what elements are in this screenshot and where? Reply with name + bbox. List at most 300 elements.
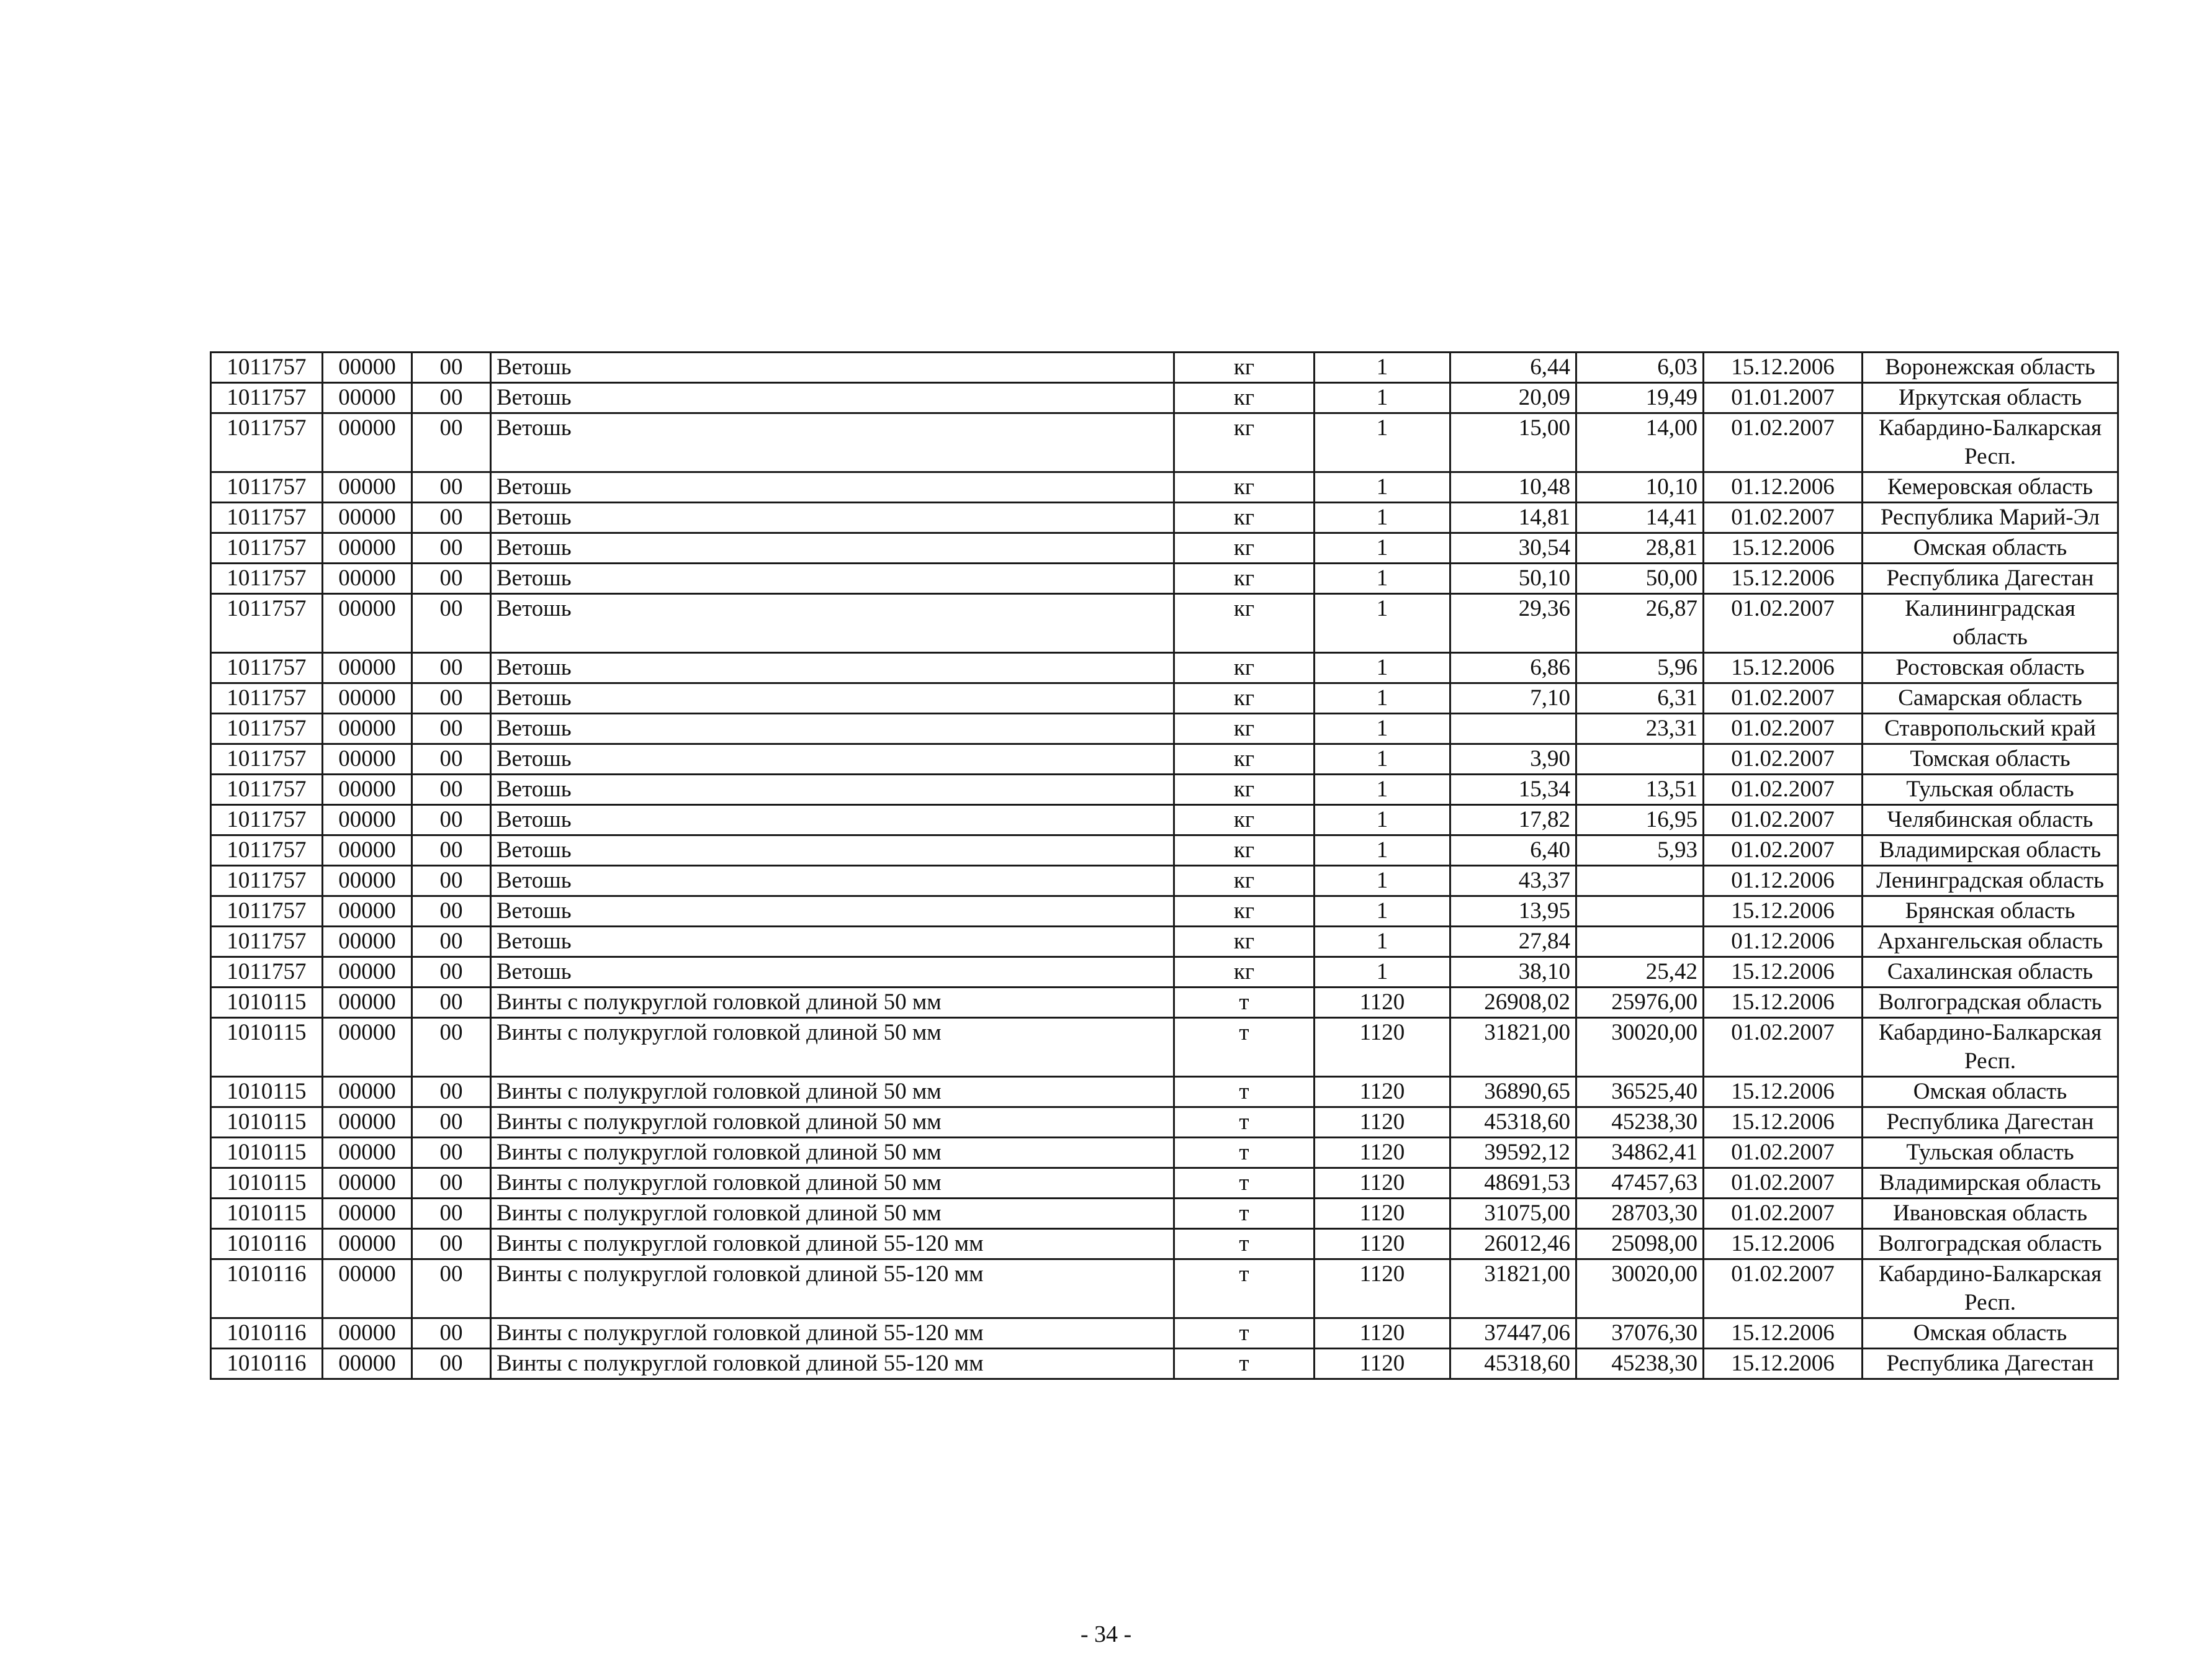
sub-code-cell: 00000: [323, 594, 412, 653]
region-cell: Омская область: [1863, 533, 2118, 564]
quantity-cell: 1120: [1315, 1259, 1450, 1318]
unit-cell: т: [1174, 1318, 1315, 1349]
table-row: [211, 594, 2118, 653]
price-1-cell: 31821,00: [1450, 1018, 1576, 1077]
item-code-cell: 1010116: [211, 1318, 323, 1349]
item-name-cell: Винты с полукруглой головкой длиной 50 мм: [491, 1107, 1174, 1138]
date-cell: 15.12.2006: [1704, 653, 1863, 683]
sub-code-cell: 00000: [323, 1168, 412, 1199]
date-cell: 15.12.2006: [1704, 1318, 1863, 1349]
table-row: [211, 353, 2118, 383]
table-row: [211, 957, 2118, 988]
quantity-cell: 1: [1315, 805, 1450, 835]
price-1-cell: 26908,02: [1450, 988, 1576, 1018]
category-code-cell: 00: [412, 744, 491, 775]
quantity-cell: 1: [1315, 413, 1450, 472]
region-cell: Ростовская область: [1863, 653, 2118, 683]
quantity-cell: 1: [1315, 683, 1450, 714]
category-code-cell: 00: [412, 1107, 491, 1138]
sub-code-cell: 00000: [323, 1138, 412, 1168]
date-cell: 01.02.2007: [1704, 594, 1863, 653]
item-name-cell: Ветошь: [491, 594, 1174, 653]
price-2-cell: 25,42: [1576, 957, 1704, 988]
category-code-cell: 00: [412, 896, 491, 927]
quantity-cell: 1120: [1315, 1229, 1450, 1259]
price-2-cell: 14,00: [1576, 413, 1704, 472]
sub-code-cell: 00000: [323, 744, 412, 775]
item-name-cell: Винты с полукруглой головкой длиной 50 мм: [491, 1199, 1174, 1229]
item-code-cell: 1011757: [211, 683, 323, 714]
unit-cell: т: [1174, 1199, 1315, 1229]
region-cell: Волгоградская область: [1863, 988, 2118, 1018]
price-1-cell: 26012,46: [1450, 1229, 1576, 1259]
region-cell: Сахалинская область: [1863, 957, 2118, 988]
price-2-cell: 28,81: [1576, 533, 1704, 564]
price-2-cell: [1576, 744, 1704, 775]
item-code-cell: 1010115: [211, 1168, 323, 1199]
item-code-cell: 1011757: [211, 896, 323, 927]
price-2-cell: 50,00: [1576, 564, 1704, 594]
quantity-cell: 1: [1315, 383, 1450, 413]
price-1-cell: 6,86: [1450, 653, 1576, 683]
item-code-cell: 1011757: [211, 714, 323, 744]
table-row: [211, 775, 2118, 805]
unit-cell: кг: [1174, 564, 1315, 594]
category-code-cell: 00: [412, 957, 491, 988]
price-1-cell: 31075,00: [1450, 1199, 1576, 1229]
sub-code-cell: 00000: [323, 1107, 412, 1138]
region-cell: Иркутская область: [1863, 383, 2118, 413]
sub-code-cell: 00000: [323, 653, 412, 683]
unit-cell: кг: [1174, 503, 1315, 533]
date-cell: 01.12.2006: [1704, 927, 1863, 957]
table-row: [211, 896, 2118, 927]
price-1-cell: 3,90: [1450, 744, 1576, 775]
sub-code-cell: 00000: [323, 1259, 412, 1318]
item-name-cell: Винты с полукруглой головкой длиной 50 мм: [491, 1138, 1174, 1168]
price-2-cell: 28703,30: [1576, 1199, 1704, 1229]
category-code-cell: 00: [412, 653, 491, 683]
sub-code-cell: 00000: [323, 533, 412, 564]
quantity-cell: 1120: [1315, 1077, 1450, 1107]
quantity-cell: 1: [1315, 594, 1450, 653]
item-code-cell: 1010116: [211, 1229, 323, 1259]
item-code-cell: 1011757: [211, 775, 323, 805]
table-row: [211, 744, 2118, 775]
page-number: - 34 -: [1080, 1621, 1132, 1647]
price-table: [210, 351, 2119, 1380]
item-code-cell: 1011757: [211, 835, 323, 866]
unit-cell: кг: [1174, 744, 1315, 775]
price-2-cell: 25976,00: [1576, 988, 1704, 1018]
item-name-cell: Ветошь: [491, 683, 1174, 714]
table-row: [211, 683, 2118, 714]
date-cell: 15.12.2006: [1704, 1077, 1863, 1107]
region-cell: Тульская область: [1863, 775, 2118, 805]
price-2-cell: 25098,00: [1576, 1229, 1704, 1259]
sub-code-cell: 00000: [323, 1077, 412, 1107]
quantity-cell: 1120: [1315, 1199, 1450, 1229]
unit-cell: т: [1174, 1168, 1315, 1199]
unit-cell: кг: [1174, 472, 1315, 503]
unit-cell: т: [1174, 1229, 1315, 1259]
unit-cell: т: [1174, 988, 1315, 1018]
item-name-cell: Винты с полукруглой головкой длиной 50 мм: [491, 1077, 1174, 1107]
category-code-cell: 00: [412, 1168, 491, 1199]
unit-cell: кг: [1174, 775, 1315, 805]
price-2-cell: 45238,30: [1576, 1107, 1704, 1138]
price-1-cell: 50,10: [1450, 564, 1576, 594]
sub-code-cell: 00000: [323, 683, 412, 714]
item-name-cell: Винты с полукруглой головкой длиной 50 мм: [491, 1018, 1174, 1077]
sub-code-cell: 00000: [323, 1229, 412, 1259]
table-row: [211, 1138, 2118, 1168]
region-cell: Воронежская область: [1863, 353, 2118, 383]
date-cell: 01.02.2007: [1704, 1138, 1863, 1168]
category-code-cell: 00: [412, 1259, 491, 1318]
region-cell: Республика Марий-Эл: [1863, 503, 2118, 533]
category-code-cell: 00: [412, 927, 491, 957]
item-code-cell: 1010115: [211, 1138, 323, 1168]
region-cell: Республика Дагестан: [1863, 1349, 2118, 1379]
item-code-cell: 1011757: [211, 503, 323, 533]
table-row: [211, 866, 2118, 896]
price-1-cell: 39592,12: [1450, 1138, 1576, 1168]
quantity-cell: 1: [1315, 927, 1450, 957]
item-name-cell: Винты с полукруглой головкой длиной 55-120 мм: [491, 1229, 1174, 1259]
category-code-cell: 00: [412, 533, 491, 564]
item-name-cell: Винты с полукруглой головкой длиной 50 мм: [491, 988, 1174, 1018]
quantity-cell: 1120: [1315, 1107, 1450, 1138]
category-code-cell: 00: [412, 866, 491, 896]
price-2-cell: 5,96: [1576, 653, 1704, 683]
category-code-cell: 00: [412, 1318, 491, 1349]
region-cell: Кабардино-Балкарская Респ.: [1863, 413, 2118, 472]
region-cell: Кабардино-Балкарская Респ.: [1863, 1259, 2118, 1318]
unit-cell: кг: [1174, 413, 1315, 472]
category-code-cell: 00: [412, 1349, 491, 1379]
price-1-cell: 7,10: [1450, 683, 1576, 714]
price-2-cell: 16,95: [1576, 805, 1704, 835]
date-cell: 01.02.2007: [1704, 1199, 1863, 1229]
date-cell: 01.01.2007: [1704, 383, 1863, 413]
date-cell: 15.12.2006: [1704, 533, 1863, 564]
price-1-cell: 45318,60: [1450, 1107, 1576, 1138]
unit-cell: т: [1174, 1107, 1315, 1138]
item-code-cell: 1011757: [211, 353, 323, 383]
quantity-cell: 1: [1315, 353, 1450, 383]
price-1-cell: 17,82: [1450, 805, 1576, 835]
table-row: [211, 1318, 2118, 1349]
unit-cell: кг: [1174, 957, 1315, 988]
region-cell: Самарская область: [1863, 683, 2118, 714]
date-cell: 01.02.2007: [1704, 835, 1863, 866]
quantity-cell: 1: [1315, 775, 1450, 805]
price-1-cell: 36890,65: [1450, 1077, 1576, 1107]
item-name-cell: Винты с полукруглой головкой длиной 55-120 мм: [491, 1259, 1174, 1318]
sub-code-cell: 00000: [323, 1349, 412, 1379]
sub-code-cell: 00000: [323, 896, 412, 927]
date-cell: 15.12.2006: [1704, 564, 1863, 594]
price-2-cell: 36525,40: [1576, 1077, 1704, 1107]
quantity-cell: 1: [1315, 896, 1450, 927]
price-1-cell: 48691,53: [1450, 1168, 1576, 1199]
region-cell: Томская область: [1863, 744, 2118, 775]
price-2-cell: 13,51: [1576, 775, 1704, 805]
region-cell: Брянская область: [1863, 896, 2118, 927]
table-row: [211, 835, 2118, 866]
sub-code-cell: 00000: [323, 564, 412, 594]
category-code-cell: 00: [412, 835, 491, 866]
item-name-cell: Ветошь: [491, 564, 1174, 594]
quantity-cell: 1: [1315, 653, 1450, 683]
table-row: [211, 714, 2118, 744]
category-code-cell: 00: [412, 988, 491, 1018]
price-1-cell: 15,00: [1450, 413, 1576, 472]
table-row: [211, 1199, 2118, 1229]
item-name-cell: Винты с полукруглой головкой длиной 55-120 мм: [491, 1318, 1174, 1349]
quantity-cell: 1: [1315, 957, 1450, 988]
item-name-cell: Ветошь: [491, 896, 1174, 927]
price-2-cell: 37076,30: [1576, 1318, 1704, 1349]
price-2-cell: 6,31: [1576, 683, 1704, 714]
date-cell: 15.12.2006: [1704, 957, 1863, 988]
unit-cell: кг: [1174, 714, 1315, 744]
sub-code-cell: 00000: [323, 988, 412, 1018]
region-cell: Ставропольский край: [1863, 714, 2118, 744]
quantity-cell: 1120: [1315, 988, 1450, 1018]
price-1-cell: 27,84: [1450, 927, 1576, 957]
table-body: [211, 353, 2118, 1379]
category-code-cell: 00: [412, 413, 491, 472]
item-code-cell: 1010116: [211, 1259, 323, 1318]
table-row: [211, 805, 2118, 835]
table-row: [211, 533, 2118, 564]
category-code-cell: 00: [412, 1018, 491, 1077]
item-name-cell: Винты с полукруглой головкой длиной 50 мм: [491, 1168, 1174, 1199]
item-code-cell: 1011757: [211, 594, 323, 653]
price-2-cell: 30020,00: [1576, 1018, 1704, 1077]
item-code-cell: 1011757: [211, 653, 323, 683]
unit-cell: кг: [1174, 927, 1315, 957]
item-code-cell: 1010115: [211, 988, 323, 1018]
table-row: [211, 1077, 2118, 1107]
region-cell: Тульская область: [1863, 1138, 2118, 1168]
price-1-cell: 30,54: [1450, 533, 1576, 564]
item-name-cell: Ветошь: [491, 353, 1174, 383]
item-name-cell: Ветошь: [491, 744, 1174, 775]
region-cell: Республика Дагестан: [1863, 564, 2118, 594]
date-cell: 15.12.2006: [1704, 896, 1863, 927]
item-code-cell: 1011757: [211, 533, 323, 564]
date-cell: 01.02.2007: [1704, 683, 1863, 714]
item-code-cell: 1011757: [211, 866, 323, 896]
price-1-cell: 6,44: [1450, 353, 1576, 383]
item-name-cell: Ветошь: [491, 835, 1174, 866]
date-cell: 01.02.2007: [1704, 744, 1863, 775]
item-name-cell: Винты с полукруглой головкой длиной 55-120 мм: [491, 1349, 1174, 1379]
unit-cell: кг: [1174, 383, 1315, 413]
item-name-cell: Ветошь: [491, 413, 1174, 472]
unit-cell: кг: [1174, 533, 1315, 564]
sub-code-cell: 00000: [323, 472, 412, 503]
item-name-cell: Ветошь: [491, 472, 1174, 503]
sub-code-cell: 00000: [323, 957, 412, 988]
item-name-cell: Ветошь: [491, 653, 1174, 683]
price-2-cell: 23,31: [1576, 714, 1704, 744]
price-1-cell: [1450, 714, 1576, 744]
table-row: [211, 927, 2118, 957]
category-code-cell: 00: [412, 503, 491, 533]
item-name-cell: Ветошь: [491, 383, 1174, 413]
sub-code-cell: 00000: [323, 927, 412, 957]
date-cell: 01.02.2007: [1704, 1018, 1863, 1077]
table-row: [211, 472, 2118, 503]
item-name-cell: Ветошь: [491, 533, 1174, 564]
item-code-cell: 1011757: [211, 744, 323, 775]
date-cell: 15.12.2006: [1704, 1229, 1863, 1259]
item-name-cell: Ветошь: [491, 805, 1174, 835]
table-row: [211, 564, 2118, 594]
item-code-cell: 1010115: [211, 1199, 323, 1229]
price-1-cell: 20,09: [1450, 383, 1576, 413]
item-code-cell: 1010115: [211, 1018, 323, 1077]
category-code-cell: 00: [412, 1138, 491, 1168]
unit-cell: т: [1174, 1259, 1315, 1318]
date-cell: 01.02.2007: [1704, 805, 1863, 835]
sub-code-cell: 00000: [323, 503, 412, 533]
sub-code-cell: 00000: [323, 1018, 412, 1077]
item-name-cell: Ветошь: [491, 714, 1174, 744]
quantity-cell: 1: [1315, 533, 1450, 564]
date-cell: 15.12.2006: [1704, 988, 1863, 1018]
category-code-cell: 00: [412, 775, 491, 805]
table-row: [211, 1349, 2118, 1379]
unit-cell: т: [1174, 1077, 1315, 1107]
sub-code-cell: 00000: [323, 1199, 412, 1229]
item-code-cell: 1011757: [211, 927, 323, 957]
category-code-cell: 00: [412, 472, 491, 503]
category-code-cell: 00: [412, 383, 491, 413]
category-code-cell: 00: [412, 1077, 491, 1107]
category-code-cell: 00: [412, 353, 491, 383]
price-1-cell: 29,36: [1450, 594, 1576, 653]
date-cell: 01.12.2006: [1704, 866, 1863, 896]
price-1-cell: 10,48: [1450, 472, 1576, 503]
date-cell: 15.12.2006: [1704, 1349, 1863, 1379]
date-cell: 01.12.2006: [1704, 472, 1863, 503]
date-cell: 01.02.2007: [1704, 503, 1863, 533]
item-name-cell: Ветошь: [491, 927, 1174, 957]
region-cell: Архангельская область: [1863, 927, 2118, 957]
sub-code-cell: 00000: [323, 805, 412, 835]
date-cell: 01.02.2007: [1704, 714, 1863, 744]
date-cell: 15.12.2006: [1704, 353, 1863, 383]
quantity-cell: 1120: [1315, 1318, 1450, 1349]
item-code-cell: 1011757: [211, 383, 323, 413]
sub-code-cell: 00000: [323, 1318, 412, 1349]
item-code-cell: 1010115: [211, 1107, 323, 1138]
quantity-cell: 1: [1315, 835, 1450, 866]
unit-cell: кг: [1174, 805, 1315, 835]
item-code-cell: 1011757: [211, 805, 323, 835]
category-code-cell: 00: [412, 683, 491, 714]
table-row: [211, 1018, 2118, 1077]
date-cell: 01.02.2007: [1704, 1168, 1863, 1199]
unit-cell: кг: [1174, 353, 1315, 383]
sub-code-cell: 00000: [323, 413, 412, 472]
region-cell: Волгоградская область: [1863, 1229, 2118, 1259]
quantity-cell: 1120: [1315, 1168, 1450, 1199]
price-2-cell: 10,10: [1576, 472, 1704, 503]
unit-cell: кг: [1174, 866, 1315, 896]
category-code-cell: 00: [412, 805, 491, 835]
price-1-cell: 38,10: [1450, 957, 1576, 988]
price-2-cell: 26,87: [1576, 594, 1704, 653]
item-name-cell: Ветошь: [491, 503, 1174, 533]
region-cell: Ленинградская область: [1863, 866, 2118, 896]
sub-code-cell: 00000: [323, 714, 412, 744]
unit-cell: т: [1174, 1138, 1315, 1168]
item-name-cell: Ветошь: [491, 775, 1174, 805]
price-2-cell: 14,41: [1576, 503, 1704, 533]
quantity-cell: 1: [1315, 564, 1450, 594]
category-code-cell: 00: [412, 1229, 491, 1259]
region-cell: Омская область: [1863, 1077, 2118, 1107]
quantity-cell: 1120: [1315, 1138, 1450, 1168]
region-cell: Калининградская область: [1863, 594, 2118, 653]
unit-cell: кг: [1174, 594, 1315, 653]
quantity-cell: 1: [1315, 503, 1450, 533]
region-cell: Ивановская область: [1863, 1199, 2118, 1229]
quantity-cell: 1: [1315, 744, 1450, 775]
unit-cell: кг: [1174, 653, 1315, 683]
region-cell: Челябинская область: [1863, 805, 2118, 835]
price-1-cell: 45318,60: [1450, 1349, 1576, 1379]
price-2-cell: 30020,00: [1576, 1259, 1704, 1318]
item-code-cell: 1011757: [211, 413, 323, 472]
region-cell: Кабардино-Балкарская Респ.: [1863, 1018, 2118, 1077]
table-row: [211, 413, 2118, 472]
category-code-cell: 00: [412, 564, 491, 594]
price-2-cell: 45238,30: [1576, 1349, 1704, 1379]
table-row: [211, 1168, 2118, 1199]
table-row: [211, 988, 2118, 1018]
price-2-cell: 5,93: [1576, 835, 1704, 866]
item-code-cell: 1010115: [211, 1077, 323, 1107]
region-cell: Омская область: [1863, 1318, 2118, 1349]
date-cell: 01.02.2007: [1704, 1259, 1863, 1318]
price-1-cell: 31821,00: [1450, 1259, 1576, 1318]
unit-cell: т: [1174, 1349, 1315, 1379]
item-name-cell: Ветошь: [491, 866, 1174, 896]
region-cell: Владимирская область: [1863, 1168, 2118, 1199]
quantity-cell: 1120: [1315, 1349, 1450, 1379]
table-row: [211, 383, 2118, 413]
sub-code-cell: 00000: [323, 353, 412, 383]
sub-code-cell: 00000: [323, 775, 412, 805]
price-1-cell: 6,40: [1450, 835, 1576, 866]
unit-cell: кг: [1174, 835, 1315, 866]
price-1-cell: 14,81: [1450, 503, 1576, 533]
price-2-cell: [1576, 866, 1704, 896]
table-row: [211, 653, 2118, 683]
item-code-cell: 1010116: [211, 1349, 323, 1379]
item-code-cell: 1011757: [211, 472, 323, 503]
sub-code-cell: 00000: [323, 866, 412, 896]
category-code-cell: 00: [412, 594, 491, 653]
price-2-cell: 6,03: [1576, 353, 1704, 383]
